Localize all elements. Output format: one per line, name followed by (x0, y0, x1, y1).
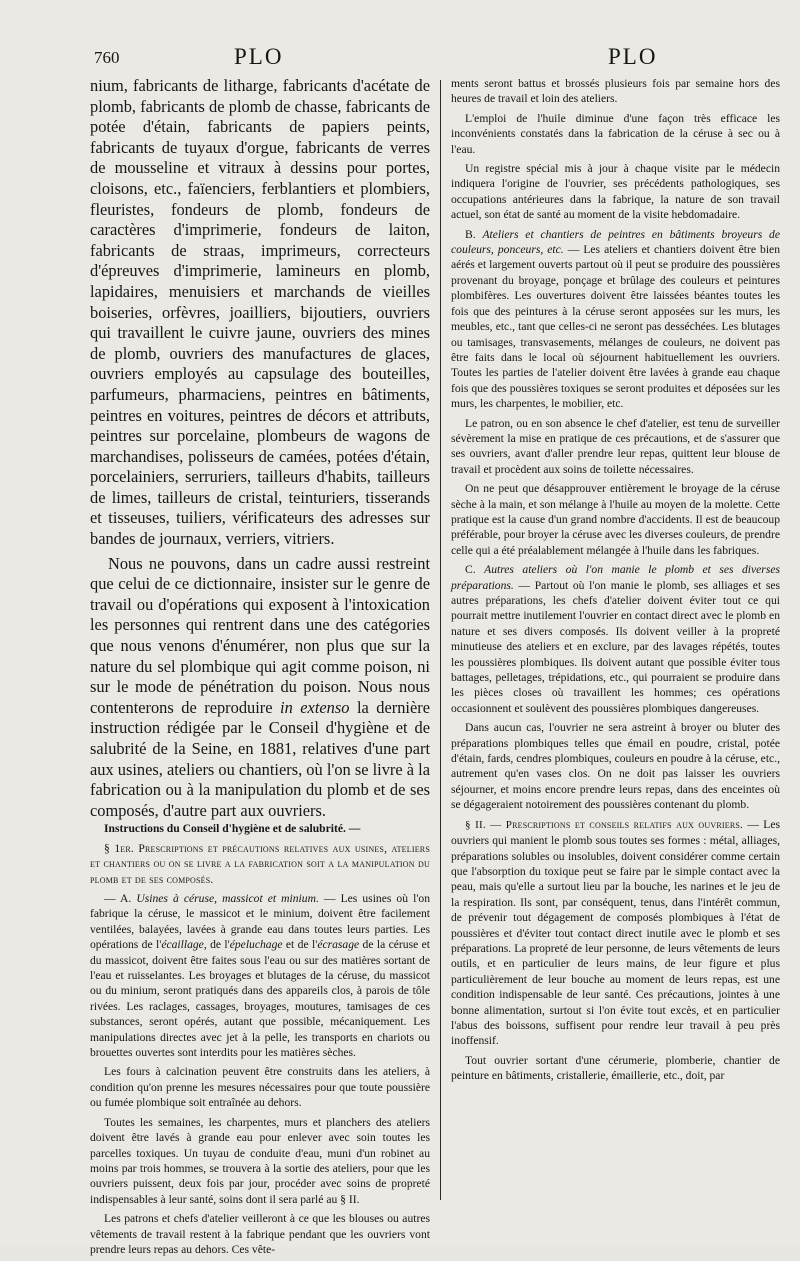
paragraph-professions: nium, fabricants de litharge, fabricants d'acétate de plomb, fabricants de plomb de chasse, fabricants de potée d'étain, fabricants de papiers peints, fabricants de tuyaux d'orgue, fabricants de verres de mousseline et vitraux à dessins pour portes, cloisons, etc., faïenciers, ferblantiers et plombiers, fleuristes, fondeurs de plomb, fondeurs de caractères d'imprimerie, fondeurs de laiton, fabricants de straas, imprimeurs, correcteurs d'épreuves d'imprimerie, lamineurs en plomb, lapidaires, menuisiers et marchands de vieilles boiseries, orfèvres, joailliers, bijoutiers, ouvriers qui travaillent le cuivre jaune, ouvriers des mines de plomb, ouvriers des manufactures de glaces, ouvriers employés au capsulage des bouteilles, parfumeurs, pharmaciens, peintres en bâtiments, peintres en voitures, peintres de décors et attributs, peintres sur porcelaine, plombeurs de wagons de marchandises, polisseurs de camées, potées d'étain, porcelainiers, serruriers, tailleurs d'habits, tailleurs de limes, tailleurs de cristal, teinturiers, tisserands et tisseuses, tuiliers, vérificateurs des adresses sur bandes de journaux, verriers, vitriers. (90, 76, 430, 549)
paragraph-vetements: ments seront battus et brossés plusieurs fois par semaine hors des heures de travail et loin des ateliers. (451, 77, 780, 106)
section-heading-1: § 1er. Prescriptions et précautions relatives aux usines, ateliers et chantiers ou on se livre a la fabrication soit a la manipulation du plomb et de ses composés. (90, 841, 430, 886)
left-column (90, 76, 430, 1261)
running-head-left: PLO (234, 44, 284, 69)
paragraph-sortant: Tout ouvrier sortant d'une cérumerie, plomberie, chantier de peinture en bâtiments, cristallerie, émaillerie, etc., doit, par (451, 1053, 780, 1083)
paragraph-aucun-cas: Dans aucun cas, l'ouvrier ne sera astreint à broyer ou bluter des préparations plombiques telles que émail en poudre, cristal, potée d'étain, fards, cendres plombiques, couleurs en poudre à la céruse, etc., autrement qu'en vases clos. On ne doit pas laisser les ouvriers séjourner, et moins encore prendre leurs repas, dans des enceintes où se dégageraient notoirement des poussières contenant du plomb. (451, 721, 780, 812)
paragraph-semaines: Toutes les semaines, les charpentes, murs et planchers des ateliers doivent être lavés à grande eau pour enlever avec soin toutes les parcelles toxiques. Un tuyau de conduite d'eau, muni d'un robinet au moins par trois hommes, se trouvera à la sortie des ateliers, pour que les ouvriers puissent, deux fois par jour, procéder avec soins de propreté indispensables à leur santé, soins dont il sera parlé au § II. (90, 1115, 430, 1206)
paragraph-ouvriers: § II. — Prescriptions et conseils relatifs aux ouvriers. — Les ouvriers qui manient le plomb sous toutes ses formes : métal, alliages, préparations solubles ou insolubles, doivent considérer comme certain que l'absorption du toxique peut se faire par le simple contact avec la peau, mais qu'elle a surtout lieu par la bouche, les narines et le jeu de la respiration. Ils sont, par conséquent, tenus, dans l'intérêt commun, de prévenir tout dégagement de composés plombiques à l'état de poussières et d'éviter tout contact direct inutile avec le plomb et ses préparations. La propreté de leur personne, de leurs vêtements de leurs outils, et en particulier de leurs mains, de leur figure et plus particulièrement de leur bouche au moment de leurs repas, est une condition indispensable de leur santé. Ces précautions, jointes à une bonne alimentation, surtout si l'on évite tout excès, et en particulier l'abus des boissons, suffisent pour rendre leur travail à peu près inoffensif. (451, 817, 780, 1048)
paragraph-broyage: On ne peut que désapprouver entièrement le broyage de la céruse sèche à la main, et son mélange à l'huile au moyen de la molette. Cette pratique est la cause d'un grand nombre d'accidents. Il est de beaucoup préférable, pour broyer la céruse avec les diverses couleurs, de prendre celle qui a été préalablement mélangée à l'huile dans les fabriques. (451, 482, 780, 557)
page-number: 760 (94, 48, 120, 67)
paragraph-intro: Nous ne pouvons, dans un cadre aussi restreint que celui de ce dictionnaire, insister sur le genre de travail ou d'opérations qui exposent à l'intoxication les personnes qui rentrent dans une des catégories que nous venons d'énumérer, non plus que sur la nature du sel plombique qui agit comme poison, ni sur le mode de pénétration du poison. Nous nous contenterons de reproduire in extenso la dernière instruction rédigée par le Conseil d'hygiène et de salubrité de la Seine, en 1881, relatives d'une part aux usines, ateliers ou chantiers, où l'on se livre à la fabrication ou à la manipulation du plomb et de ses composés, d'autre part aux ouvriers. (90, 553, 430, 820)
paragraph-autres-ateliers: C. Autres ateliers où l'on manie le plomb et ses diverses préparations. — Partout où l'on manie le plomb, ses alliages et ses autres préparations, les chefs d'atelier doivent éviter tout ce qui pourrait mettre inutilement l'ouvrier en contact direct avec le plomb en nature et ses divers composés. Ils doivent veiller à la propreté minutieuse des ateliers et en exclure, par des lavages répétés, toutes les poussières plombiques. Ils doivent autant que possible éviter tous battages, pelletages, trépidations, etc., qui pourraient se produire dans les pièces closes où travaillent les hommes; ces opérations occasionnent et soulèvent des poussières plombiques dangereuses. (451, 563, 781, 715)
paragraph-huile: L'emploi de l'huile diminue d'une façon très efficace les inconvénients constatés dans la fabrication de la céruse à sec ou à l'eau. (451, 111, 780, 156)
running-head-right: PLO (608, 44, 658, 69)
paragraph-patron: Le patron, ou en son absence le chef d'atelier, est tenu de surveiller sévèrement la mise en pratique de ces précautions, et de s'assurer que ses ouvriers, avant d'aller prendre leur repas, quittent leur blouse de travail et procèdent aux soins de toilette nécessaires. (451, 416, 780, 476)
paragraph-fours: Les fours à calcination peuvent être construits dans les ateliers, à condition qu'on prenne les mesures nécessaires pour que toute poussière ou fumée plombique soit entraînée au dehors. (90, 1065, 430, 1110)
right-column (451, 76, 780, 1088)
section-title: Instructions du Conseil d'hygiène et de salubrité. — (104, 822, 361, 836)
page-header (0, 44, 800, 74)
column-divider (440, 80, 441, 1200)
paragraph-patrons: Les patrons et chefs d'atelier veilleront à ce que les blouses ou autres vêtements de travail restent à la fabrique pendant que les ouvriers vont prendre leurs repas au dehors. Ces vête- (90, 1212, 430, 1256)
paragraph-registre: Un registre spécial mis à jour à chaque visite par le médecin indiquera l'origine de l'ouvrier, ses précédents pathologiques, ses occupations antérieures dans la fabrique, la nature de son travail actuel, son état de santé au moment de la visite hebdomadaire. (451, 162, 780, 222)
paragraph-peintres: B. Ateliers et chantiers de peintres en bâtiments broyeurs de couleurs, ponceurs, etc. — Les ateliers et chantiers doivent être bien aérés et largement ouverts partout où il peut se produire des poussières provenant du broyage, ponçage et brûlage des couleurs et peintures plombifères. Les ouvertures doivent être laissées béantes toutes les fois que des peintures à la céruse seront apposées sur les murs, les meubles, etc., tant que celles-ci ne seront pas desséchées. Les blutages ou tamisages, transvasements, mélanges de couleurs, ne doivent pas être faits dans le local où séjournent habituellement les ouvriers. Toutes les parties de l'atelier doivent être lavées à grande eau chaque fois que des poussières toxiques se seront produites et déposées sur les murs, les charpentes, le mobilier, etc. (451, 227, 781, 411)
paragraph-usines: — A. Usines à céruse, massicot et minium. — Les usines où l'on fabrique la céruse, le massicot et le minium, doivent être facilement ventilées, balayées, lavées à grande eau dans toutes leurs parties. Les opérations de l'écaillage, de l'épeluchage et de l'écrasage de la céruse et du massicot, doivent être faites sous l'eau ou sur des matières sortant de l'eau et ruisselantes. Les broyages et blutages de la céruse, du massicot ou du minium, seront pratiqués dans des appareils clos, à parois de tôle rivées. Les raclages, cassages, broyages, moutures, tamisages de ces substances, seront opérés, autant que possible, mécaniquement. Les manipulations directes avec jet à la pelle, les transports en chariots ou brouettes ouvertes sont interdits pour les matières sèches. (90, 892, 430, 1060)
italic-in-extenso: in extenso (280, 697, 350, 717)
